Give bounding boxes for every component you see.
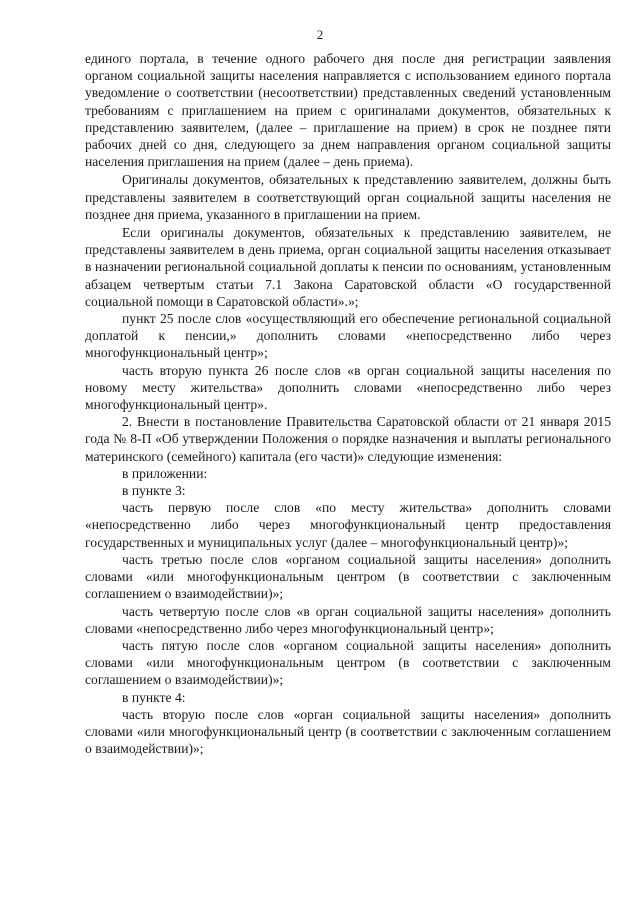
paragraph-section-2: 2. Внести в постановление Правительства Саратовской области от 21 января 2015 года № 8-П «Об утверждении Положения о порядке назначения и выплаты регионального материнского (семейного) капитала (его части)» следующие изменения: [85,414,611,464]
paragraph-part-4: часть четвертую после слов «в орган социальной защиты населения» дополнить словами «непосредственно либо через многофункциональный центр»; [85,603,611,636]
paragraph-item-25: пункт 25 после слов «осуществляющий его обеспечение региональной социальной доплатой к пенсии,» дополнить словами «непосредственно либо через многофункциональный центр»; [85,311,611,361]
paragraph-part-1: часть первую после слов «по месту жительства» дополнить словами «непосредственно либо через многофункциональный центр предоставления государственных и муниципальных услуг (далее – многофункциональный центр)»; [85,500,611,550]
page-number: 2 [316,27,324,42]
paragraph-part-5: часть пятую после слов «органом социальной защиты населения» дополнить словами «или многофункциональным центром (в соответствии с заключенным соглашением о взаимодействии)»; [85,637,611,688]
paragraph-part-2: часть вторую после слов «орган социальной защиты населения» дополнить словами «или многофункциональный центр (в соответствии с заключенным соглашением о взаимодействии)»; [85,706,611,757]
paragraph-refusal: Если оригиналы документов, обязательных к представлению заявителем, не представлены заявителем в день приема, орган социальной защиты населения отказывает в назначении региональной социальной доплаты к пенсии по основаниям, установленным абзацем четвертым статьи 7.1 Закона Саратовской области «О государственной социальной помощи в Саратовской области».»; [85,225,611,309]
paragraph-part-3: часть третью после слов «органом социальной защиты населения» дополнить словами «или многофункциональным центром (в соответствии с заключенным соглашением о взаимодействии)»; [85,551,611,602]
paragraph-in-appendix: в приложении: [122,465,208,481]
paragraph-originals: Оригиналы документов, обязательных к представлению заявителем, должны быть представлены заявителем в соответствующий орган социальной защиты населения не позднее дня приема, указанного в приглашении на прием. [85,172,611,222]
paragraph-continuation: единого портала, в течение одного рабочего дня после дня регистрации заявления органом социальной защиты населения направляется с использованием единого портала уведомление о соответствии (несоответствии) представленных сведений установленным требованиям с приглашением на прием с оригиналами документов, обязательных к представлению заявителем, (далее – приглашение на прием) в срок не позднее пяти рабочих дней со дня, следующего за днем направления органом социальной защиты населения приглашения на прием (далее – день приема). [85,51,611,170]
paragraph-in-item-4: в пункте 4: [122,689,186,705]
paragraph-item-26: часть вторую пункта 26 после слов «в орган социальной защиты населения по новому месту жительства» дополнить словами «непосредственно либо через многофункциональный центр». [85,362,611,413]
paragraph-in-item-3: в пункте 3: [122,483,186,499]
document-body [85,50,611,757]
